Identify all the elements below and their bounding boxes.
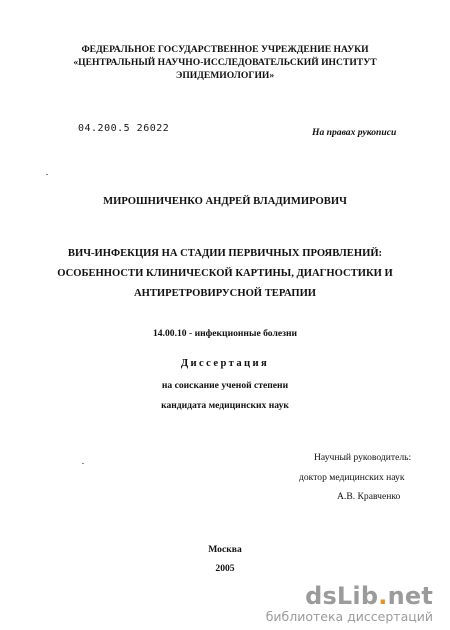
supervisor-name: А.В. Кравченко xyxy=(337,491,401,502)
watermark-logo-main: dsLib xyxy=(305,582,379,610)
degree-line-2: кандидата медицинских наук xyxy=(161,400,289,411)
scan-speck xyxy=(82,463,84,464)
institution-line-3: ЭПИДЕМИОЛОГИИ» xyxy=(175,70,275,81)
institution-line-1: ФЕДЕРАЛЬНОЕ ГОСУДАРСТВЕННОЕ УЧРЕЖДЕНИЕ НАУКИ xyxy=(81,44,369,55)
watermark xyxy=(266,584,433,624)
registration-stamp: 04.200.5 26022 xyxy=(78,123,170,134)
watermark-logo-tld: net xyxy=(387,582,433,610)
scan-speck xyxy=(46,174,48,175)
year: 2005 xyxy=(215,563,235,574)
rights-note: На правах рукописи xyxy=(312,127,397,138)
specialty-text: 14.00.10 - инфекционные болезни xyxy=(153,328,297,339)
watermark-logo xyxy=(266,584,433,608)
city: Москва xyxy=(208,544,242,555)
specialty-code xyxy=(0,328,450,339)
watermark-logo-dot: . xyxy=(378,582,388,610)
thesis-title-line-2: ОСОБЕННОСТИ КЛИНИЧЕСКОЙ КАРТИНЫ, ДИАГНОСТИКИ И xyxy=(57,268,393,279)
degree-line-1: на соискание ученой степени xyxy=(161,380,289,391)
supervisor-label: Научный руководитель: xyxy=(314,452,412,463)
institution-line-2: «ЦЕНТРАЛЬНЫЙ НАУЧНО-ИССЛЕДОВАТЕЛЬСКИЙ ИНСТИТУТ xyxy=(73,57,377,68)
thesis-title-line-3: АНТИРЕТРОВИРУСНОЙ ТЕРАПИИ xyxy=(133,288,317,299)
watermark-caption: библиотека диссертаций xyxy=(265,609,433,624)
author-name: МИРОШНИЧЕНКО АНДРЕЙ ВЛАДИМИРОВИЧ xyxy=(103,196,347,207)
dissertation-label: Диссертация xyxy=(180,358,270,369)
supervisor-degree: доктор медицинских наук xyxy=(299,472,405,483)
thesis-title-line-1: ВИЧ-ИНФЕКЦИЯ НА СТАДИИ ПЕРВИЧНЫХ ПРОЯВЛЕНИЙ: xyxy=(67,248,383,259)
